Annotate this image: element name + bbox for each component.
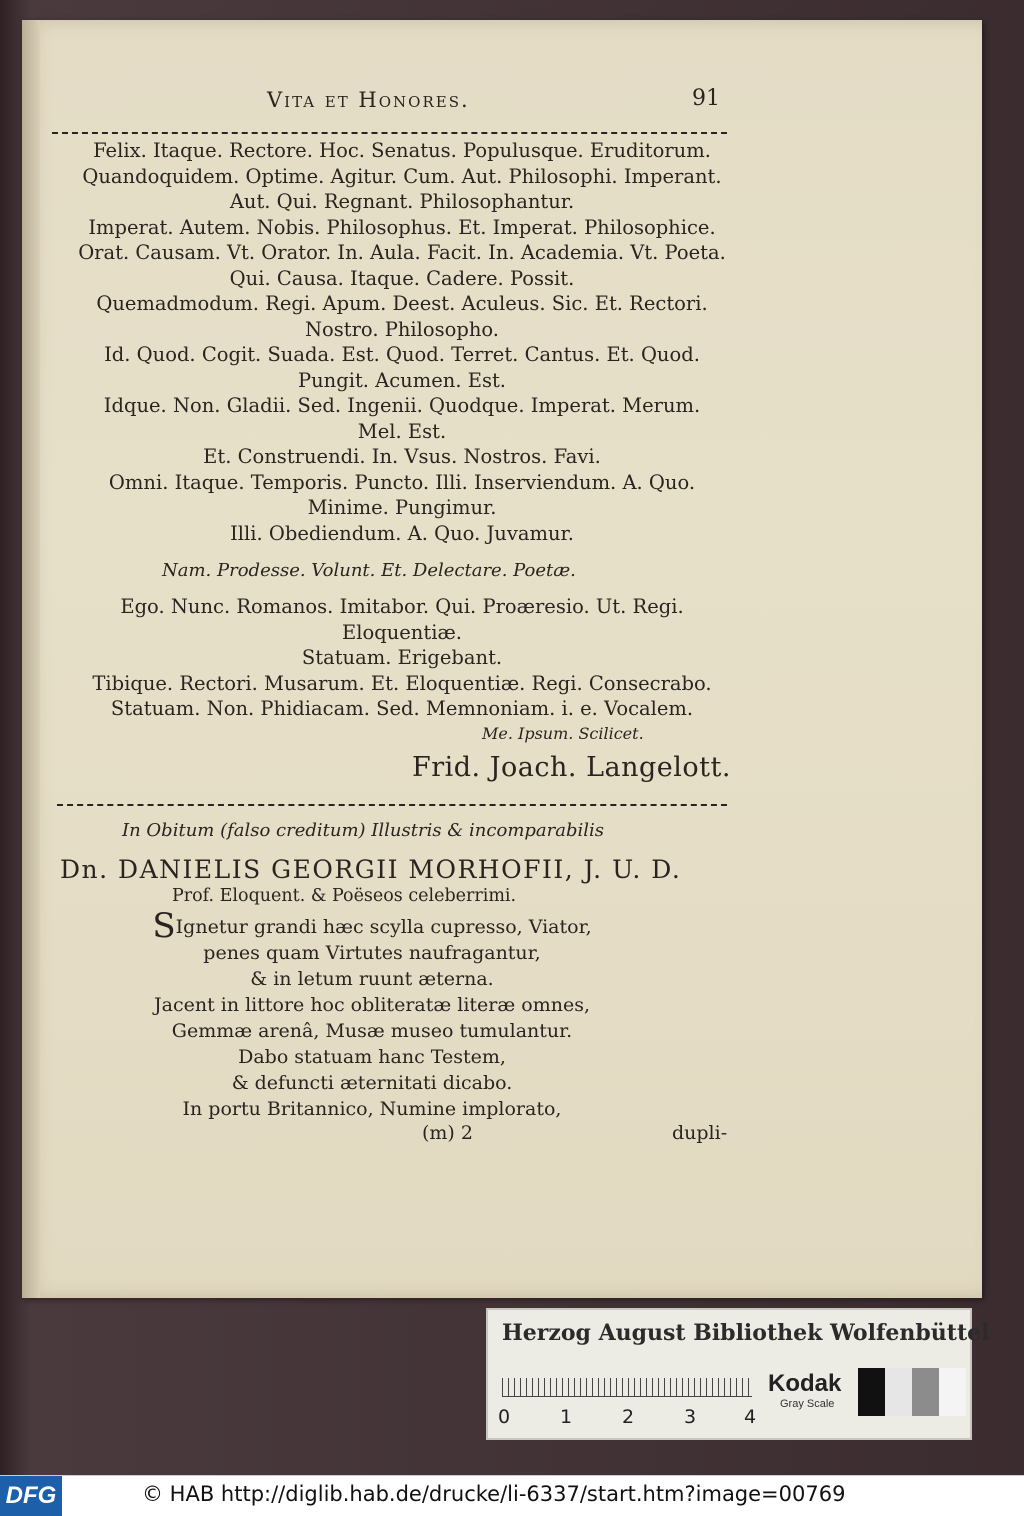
obituary-name: Dn. DANIELIS GEORGII MORHOFII, J. U. D. <box>60 855 682 884</box>
ruler-number: 1 <box>560 1406 573 1428</box>
verse-line: Gemmæ arenâ, Musæ museo tumulantur. <box>171 1020 573 1042</box>
author-signature: Frid. Joach. Langelott. <box>412 752 731 783</box>
italic-quote: Nam. Prodesse. Volunt. Et. Delectare. Poetæ. <box>162 560 576 581</box>
verse-line: Qui. Causa. Itaque. Cadere. Possit. <box>229 266 575 290</box>
copyright-link[interactable]: © HAB http://diglib.hab.de/drucke/li-6337/start.htm?image=00769 <box>142 1482 846 1506</box>
verse-line: Ego. Nunc. Romanos. Imitabor. Qui. Proæresio. Ut. Regi. <box>120 595 684 618</box>
page-number: 91 <box>692 86 720 111</box>
verse-line: Statuam. Erigebant. <box>301 646 503 669</box>
gray-swatches <box>858 1368 966 1416</box>
top-rule <box>52 132 727 134</box>
section-rule <box>57 804 727 806</box>
drop-initial: S <box>152 906 176 946</box>
verse-line: Illi. Obediendum. A. Quo. Juvamur. <box>230 521 574 545</box>
gray-swatch <box>939 1368 966 1416</box>
verse-line: Felix. Itaque. Rectore. Hoc. Senatus. Populusque. Eruditorum. <box>93 139 711 162</box>
verse-line: Quandoquidem. Optime. Agitur. Cum. Aut. Philosophi. Imperant. <box>82 164 722 188</box>
verse-line: Eloquentiæ. <box>342 620 462 644</box>
obituary-heading: In Obitum (falso creditum) Illustris & incomparabilis <box>122 820 605 841</box>
verse-line: Statuam. Non. Phidiacam. Sed. Memnoniam. i. e. Vocalem. <box>110 697 694 720</box>
catchword: dupli- <box>672 1122 728 1144</box>
dfg-logo[interactable]: DFG <box>0 1476 62 1516</box>
verse-line: Orat. Causam. Vt. Orator. In. Aula. Facit. In. Academia. Vt. Poeta. <box>78 241 726 264</box>
signature-mark: (m) 2 <box>422 1122 473 1144</box>
ruler-number: 4 <box>744 1406 757 1428</box>
gray-swatch <box>912 1368 939 1416</box>
epitaph-block <box>92 906 652 1122</box>
verse-line-text: Ignetur grandi hæc scylla cupresso, Viator, <box>175 916 592 938</box>
ruler-number: 3 <box>684 1406 697 1428</box>
scale-ruler <box>502 1360 752 1397</box>
running-head <box>22 88 982 128</box>
book-page <box>22 20 982 1298</box>
ruler-labels <box>498 1406 758 1428</box>
verse-line: & defuncti æternitati dicabo. <box>231 1072 513 1094</box>
verse-line: Idque. Non. Gladii. Sed. Ingenii. Quodque. Imperat. Merum. <box>103 394 701 417</box>
ruler-number: 0 <box>498 1406 511 1428</box>
verse-line: Minime. Pungimur. <box>307 496 497 519</box>
verse-line: Jacent in littore hoc obliteratæ literæ omnes, <box>154 994 590 1016</box>
dedication-block <box>42 138 762 546</box>
verse-line: Dabo statuam hanc Testem, <box>238 1046 506 1068</box>
obituary-subtitle: Prof. Eloquent. & Poëseos celeberrimi. <box>172 886 517 906</box>
gray-swatch <box>858 1368 885 1416</box>
gray-scale-label: Gray Scale <box>780 1398 835 1410</box>
verse-line: Tibique. Rectori. Musarum. Et. Eloquentiæ. Regi. Consecrabo. <box>92 671 712 695</box>
verse-line: Mel. Est. <box>357 419 447 443</box>
color-calibration-card <box>486 1308 990 1440</box>
verse-line: Imperat. Autem. Nobis. Philosophus. Et. Imperat. Philosophice. <box>88 215 716 239</box>
signoff-note: Me. Ipsum. Scilicet. <box>482 724 644 743</box>
verse-line: penes quam Virtutes naufragantur, <box>203 942 541 964</box>
verse-line <box>92 906 652 946</box>
verse-line: Pungit. Acumen. Est. <box>297 368 507 392</box>
verse-line: In portu Britannico, Numine implorato, <box>182 1098 562 1120</box>
gray-swatch <box>885 1368 912 1416</box>
verse-line: Et. Construendi. In. Vsus. Nostros. Favi. <box>203 445 601 468</box>
verse-line: Quemadmodum. Regi. Apum. Deest. Aculeus. Sic. Et. Rectori. <box>96 292 708 315</box>
verse-line: Nostro. Philosopho. <box>304 317 500 341</box>
verse-line: Aut. Qui. Regnant. Philosophantur. <box>229 190 575 213</box>
verse-line: Id. Quod. Cogit. Suada. Est. Quod. Terret. Cantus. Et. Quod. <box>104 343 700 366</box>
kodak-brand: Kodak <box>768 1370 842 1397</box>
library-name: Herzog August Bibliothek Wolfenbüttel <box>502 1320 990 1346</box>
footer-bar <box>0 1475 1024 1516</box>
verse-line: Omni. Itaque. Temporis. Puncto. Illi. Inserviendum. A. Quo. <box>108 470 696 494</box>
ruler-number: 2 <box>622 1406 635 1428</box>
verse-line: & in letum ruunt æterna. <box>250 968 494 990</box>
statue-block <box>42 594 762 722</box>
running-title: Vita et Honores. <box>267 88 470 112</box>
page-spine <box>22 20 40 1298</box>
